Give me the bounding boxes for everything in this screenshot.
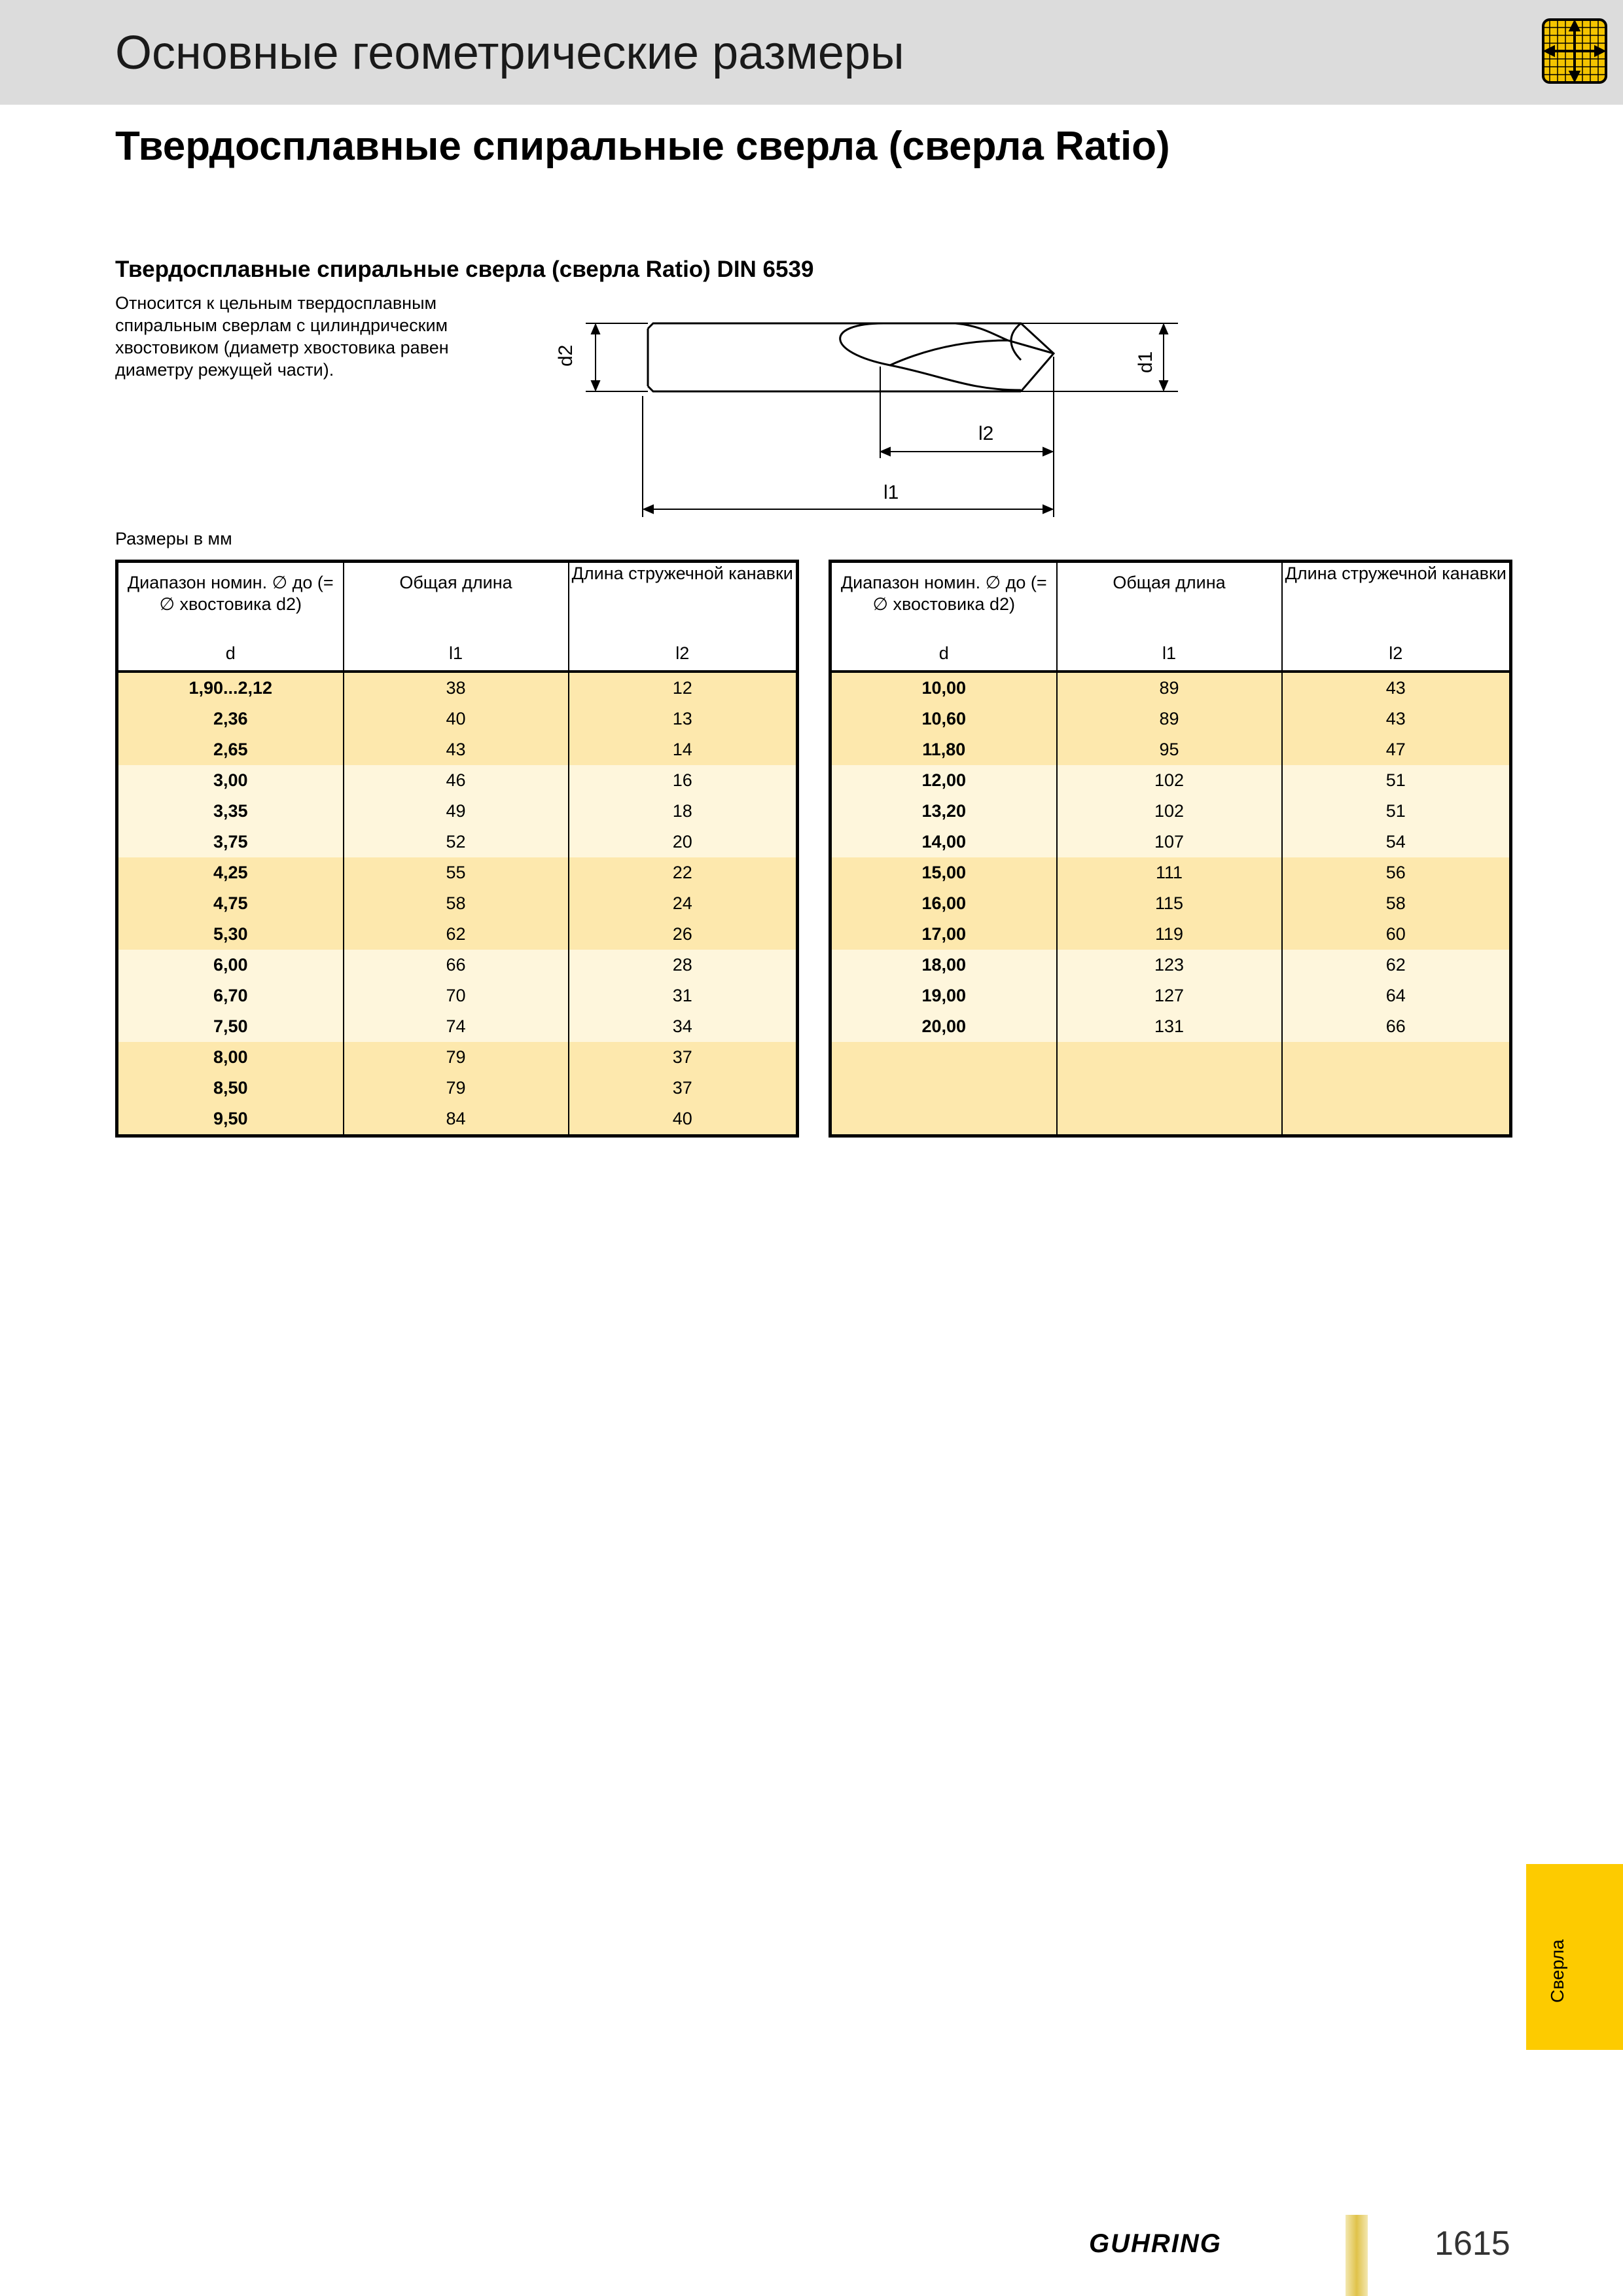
table-row xyxy=(117,704,798,734)
table-row xyxy=(117,980,798,1011)
cell-l2: 18 xyxy=(569,796,798,827)
cell-l2: 43 xyxy=(1282,672,1511,704)
cell-l1: 131 xyxy=(1057,1011,1282,1042)
table-row xyxy=(117,888,798,919)
cell-l1 xyxy=(1057,1073,1282,1103)
table-row xyxy=(830,704,1511,734)
cell-l2: 24 xyxy=(569,888,798,919)
table-row xyxy=(117,734,798,765)
cell-l2: 51 xyxy=(1282,796,1511,827)
cell-d xyxy=(830,1073,1057,1103)
dimensions-table-left xyxy=(115,560,799,1138)
cell-d: 15,00 xyxy=(830,857,1057,888)
cell-l2 xyxy=(1282,1042,1511,1073)
cell-l1: 127 xyxy=(1057,980,1282,1011)
units-note: Размеры в мм xyxy=(115,529,232,548)
page-title: Твердосплавные спиральные сверла (сверла Ratio) xyxy=(115,124,1170,169)
cell-l2: 22 xyxy=(569,857,798,888)
cell-d: 3,35 xyxy=(117,796,344,827)
cell-l1: 115 xyxy=(1057,888,1282,919)
table-row xyxy=(830,919,1511,950)
cell-d: 12,00 xyxy=(830,765,1057,796)
table-row xyxy=(117,950,798,980)
table-row xyxy=(117,796,798,827)
table-row xyxy=(117,919,798,950)
cell-l2: 60 xyxy=(1282,919,1511,950)
table-row xyxy=(830,888,1511,919)
cell-l2: 26 xyxy=(569,919,798,950)
table-row xyxy=(117,765,798,796)
d2-label: d2 xyxy=(555,344,577,367)
header-bar xyxy=(0,0,1623,105)
cell-d: 3,75 xyxy=(117,827,344,857)
grid-measure-icon xyxy=(1542,18,1607,84)
cell-l2: 12 xyxy=(569,672,798,704)
header-diameter: Диапазон номин. ∅ до (= ∅ хвостовика d2) d xyxy=(117,562,344,672)
cell-l2: 20 xyxy=(569,827,798,857)
table-row xyxy=(830,1073,1511,1103)
cell-l2: 51 xyxy=(1282,765,1511,796)
cell-l1: 79 xyxy=(344,1073,569,1103)
cell-l2: 28 xyxy=(569,950,798,980)
cell-d: 4,25 xyxy=(117,857,344,888)
cell-d: 3,00 xyxy=(117,765,344,796)
cell-d: 8,00 xyxy=(117,1042,344,1073)
cell-d: 11,80 xyxy=(830,734,1057,765)
cell-l1: 43 xyxy=(344,734,569,765)
cell-l2: 54 xyxy=(1282,827,1511,857)
cell-l1: 58 xyxy=(344,888,569,919)
header-total-length: Общая длина l1 xyxy=(1057,562,1282,672)
cell-d xyxy=(830,1042,1057,1073)
l1-label: l1 xyxy=(883,482,899,503)
cell-d: 13,20 xyxy=(830,796,1057,827)
cell-l2: 47 xyxy=(1282,734,1511,765)
cell-l2: 40 xyxy=(569,1103,798,1136)
table-row xyxy=(830,734,1511,765)
cell-l2: 31 xyxy=(569,980,798,1011)
footer-accent-bar xyxy=(1346,2215,1368,2296)
table-row xyxy=(830,857,1511,888)
cell-l2: 16 xyxy=(569,765,798,796)
section-tab-label: Сверла xyxy=(1547,1939,1567,2003)
table-row xyxy=(830,1042,1511,1073)
cell-d xyxy=(830,1103,1057,1136)
cell-l1: 79 xyxy=(344,1042,569,1073)
table-row xyxy=(830,980,1511,1011)
cell-d: 6,70 xyxy=(117,980,344,1011)
cell-l1: 102 xyxy=(1057,796,1282,827)
cell-d: 2,65 xyxy=(117,734,344,765)
dimensions-table-right xyxy=(829,560,1512,1138)
cell-l1: 95 xyxy=(1057,734,1282,765)
header-title: Основные геометрические размеры xyxy=(115,27,904,79)
drill-diagram xyxy=(550,275,1191,524)
cell-l1: 70 xyxy=(344,980,569,1011)
brand-logo: GUHRING xyxy=(1089,2229,1222,2258)
table-row xyxy=(117,1073,798,1103)
table-row xyxy=(830,827,1511,857)
header-flute-length: Длина стружечной канавки l2 xyxy=(569,562,798,672)
cell-l2: 58 xyxy=(1282,888,1511,919)
cell-d: 10,60 xyxy=(830,704,1057,734)
table-row xyxy=(117,1103,798,1136)
header-flute-length: Длина стружечной канавки l2 xyxy=(1282,562,1511,672)
table-row xyxy=(117,1011,798,1042)
cell-l1: 89 xyxy=(1057,672,1282,704)
page-number: 1615 xyxy=(1435,2225,1510,2263)
table-row xyxy=(830,950,1511,980)
table-row xyxy=(830,796,1511,827)
cell-l2: 37 xyxy=(569,1073,798,1103)
cell-d: 1,90...2,12 xyxy=(117,672,344,704)
cell-l2: 62 xyxy=(1282,950,1511,980)
header-total-length: Общая длина l1 xyxy=(344,562,569,672)
cell-l2: 66 xyxy=(1282,1011,1511,1042)
cell-l2: 34 xyxy=(569,1011,798,1042)
cell-l2: 37 xyxy=(569,1042,798,1073)
table-row xyxy=(117,827,798,857)
cell-l1: 62 xyxy=(344,919,569,950)
cell-l1: 123 xyxy=(1057,950,1282,980)
table-row xyxy=(830,765,1511,796)
cell-l1 xyxy=(1057,1103,1282,1136)
cell-l2: 64 xyxy=(1282,980,1511,1011)
cell-d: 6,00 xyxy=(117,950,344,980)
cell-l1: 40 xyxy=(344,704,569,734)
cell-l2 xyxy=(1282,1073,1511,1103)
cell-l1: 111 xyxy=(1057,857,1282,888)
l2-label: l2 xyxy=(978,423,994,444)
cell-d: 14,00 xyxy=(830,827,1057,857)
cell-l2: 43 xyxy=(1282,704,1511,734)
cell-d: 17,00 xyxy=(830,919,1057,950)
cell-l1 xyxy=(1057,1042,1282,1073)
table-row xyxy=(830,1011,1511,1042)
table-row xyxy=(117,857,798,888)
cell-l2 xyxy=(1282,1103,1511,1136)
cell-d: 16,00 xyxy=(830,888,1057,919)
header-diameter: Диапазон номин. ∅ до (= ∅ хвостовика d2) d xyxy=(830,562,1057,672)
section-tab-drills[interactable] xyxy=(1526,1864,1623,2050)
cell-d: 10,00 xyxy=(830,672,1057,704)
cell-l1: 66 xyxy=(344,950,569,980)
section-description: Относится к цельным твердосплавным спиральным сверлам с цилиндрическим хвостовиком (диаметр хвостовика равен диаметру режущей части). xyxy=(115,293,449,380)
cell-l1: 119 xyxy=(1057,919,1282,950)
cell-l1: 55 xyxy=(344,857,569,888)
d1-label: d1 xyxy=(1135,351,1156,373)
cell-d: 19,00 xyxy=(830,980,1057,1011)
cell-l1: 52 xyxy=(344,827,569,857)
cell-d: 2,36 xyxy=(117,704,344,734)
cell-l1: 74 xyxy=(344,1011,569,1042)
cell-l2: 56 xyxy=(1282,857,1511,888)
table-row xyxy=(117,1042,798,1073)
cell-d: 7,50 xyxy=(117,1011,344,1042)
cell-l1: 89 xyxy=(1057,704,1282,734)
table-row xyxy=(830,1103,1511,1136)
cell-l1: 84 xyxy=(344,1103,569,1136)
cell-l1: 46 xyxy=(344,765,569,796)
section-heading: Твердосплавные спиральные сверла (сверла Ratio) DIN 6539 xyxy=(115,257,814,282)
cell-d: 20,00 xyxy=(830,1011,1057,1042)
cell-l1: 49 xyxy=(344,796,569,827)
cell-l2: 14 xyxy=(569,734,798,765)
cell-d: 8,50 xyxy=(117,1073,344,1103)
table-row xyxy=(117,672,798,704)
cell-d: 5,30 xyxy=(117,919,344,950)
cell-l1: 38 xyxy=(344,672,569,704)
table-row xyxy=(830,672,1511,704)
cell-d: 9,50 xyxy=(117,1103,344,1136)
cell-l1: 107 xyxy=(1057,827,1282,857)
cell-d: 4,75 xyxy=(117,888,344,919)
cell-d: 18,00 xyxy=(830,950,1057,980)
cell-l2: 13 xyxy=(569,704,798,734)
cell-l1: 102 xyxy=(1057,765,1282,796)
